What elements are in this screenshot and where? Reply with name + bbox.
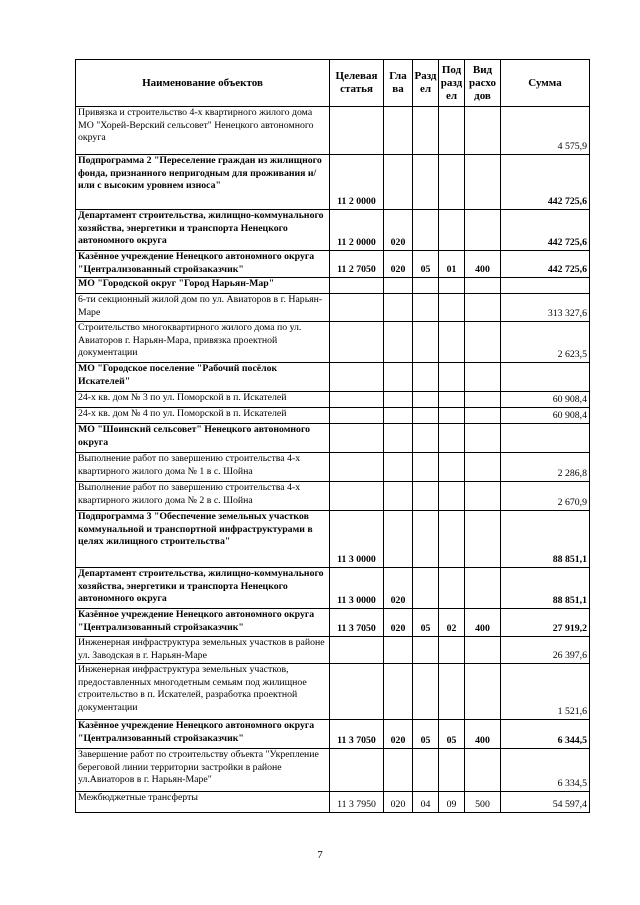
row-sum: 54 597,4 bbox=[501, 792, 590, 813]
row-name: Выполнение работ по завершению строительства 4-х квартирного жилого дома № 1 в с. Шойна bbox=[76, 453, 330, 482]
row-chapter bbox=[384, 155, 413, 210]
table-row bbox=[76, 424, 590, 453]
row-expense-type: 400 bbox=[465, 609, 501, 637]
row-chapter bbox=[384, 408, 413, 424]
row-expense-type: 500 bbox=[465, 792, 501, 813]
row-expense-type bbox=[465, 107, 501, 155]
row-subsection bbox=[439, 568, 465, 609]
row-expense-type bbox=[465, 210, 501, 251]
row-chapter: 020 bbox=[384, 568, 413, 609]
row-target-article: 11 2 0000 bbox=[330, 155, 384, 210]
row-sum: 88 851,1 bbox=[501, 511, 590, 568]
row-chapter bbox=[384, 453, 413, 482]
row-expense-type bbox=[465, 453, 501, 482]
row-target-article bbox=[330, 424, 384, 453]
row-name: Завершение работ по строительству объекта "Укрепление береговой линии территории застройки в районе ул.Авиаторов в г. Нарьян-Маре" bbox=[76, 749, 330, 792]
row-expense-type: 400 bbox=[465, 720, 501, 749]
row-sum: 4 575,9 bbox=[501, 107, 590, 155]
row-target-article bbox=[330, 392, 384, 408]
row-name: 6-ти секционный жилой дом по ул. Авиаторов в г. Нарьян-Маре bbox=[76, 294, 330, 322]
row-target-article: 11 3 7050 bbox=[330, 720, 384, 749]
row-section bbox=[413, 453, 439, 482]
row-chapter: 020 bbox=[384, 792, 413, 813]
budget-table bbox=[75, 59, 590, 813]
header-section: Разд ел bbox=[413, 60, 439, 107]
row-target-article bbox=[330, 453, 384, 482]
row-sum: 442 725,6 bbox=[501, 251, 590, 278]
table-row bbox=[76, 453, 590, 482]
header-name: Наименование объектов bbox=[76, 60, 330, 107]
table-row bbox=[76, 408, 590, 424]
row-target-article: 11 3 0000 bbox=[330, 511, 384, 568]
row-section bbox=[413, 749, 439, 792]
row-expense-type bbox=[465, 294, 501, 322]
row-expense-type bbox=[465, 392, 501, 408]
row-section bbox=[413, 408, 439, 424]
table-row bbox=[76, 251, 590, 278]
table-row bbox=[76, 107, 590, 155]
row-chapter bbox=[384, 322, 413, 363]
row-name: Казённое учреждение Ненецкого автономного округа "Централизованный стройзаказчик" bbox=[76, 251, 330, 278]
row-sum: 2 623,5 bbox=[501, 322, 590, 363]
header-expense-type: Вид расхо дов bbox=[465, 60, 501, 107]
row-section bbox=[413, 322, 439, 363]
table-header-row bbox=[76, 60, 590, 107]
row-name: Межбюджетные трансферты bbox=[76, 792, 330, 813]
row-subsection bbox=[439, 363, 465, 392]
table-row bbox=[76, 482, 590, 511]
row-section bbox=[413, 482, 439, 511]
row-subsection bbox=[439, 637, 465, 664]
row-name: Казённое учреждение Ненецкого автономного округа "Централизованный стройзаказчик" bbox=[76, 609, 330, 637]
row-name: Инженерная инфраструктура земельных участков, предоставленных многодетным семьям под жилищное строительство в п. Искателей, разработка проектной документации bbox=[76, 664, 330, 720]
row-subsection: 05 bbox=[439, 720, 465, 749]
header-chapter: Гла ва bbox=[384, 60, 413, 107]
row-subsection: 01 bbox=[439, 251, 465, 278]
row-chapter: 020 bbox=[384, 210, 413, 251]
table-row bbox=[76, 155, 590, 210]
row-sum bbox=[501, 278, 590, 294]
row-section bbox=[413, 107, 439, 155]
row-section bbox=[413, 363, 439, 392]
row-name: Департамент строительства, жилищно-коммунального хозяйства, энергетики и транспорта Ненецкого автономного округа bbox=[76, 568, 330, 609]
row-section: 05 bbox=[413, 720, 439, 749]
row-section bbox=[413, 155, 439, 210]
table-row bbox=[76, 637, 590, 664]
row-subsection bbox=[439, 749, 465, 792]
row-sum: 2 286,8 bbox=[501, 453, 590, 482]
row-target-article bbox=[330, 749, 384, 792]
row-section: 05 bbox=[413, 609, 439, 637]
row-subsection bbox=[439, 453, 465, 482]
row-sum: 88 851,1 bbox=[501, 568, 590, 609]
row-name: Привязка и строительство 4-х квартирного жилого дома МО "Хорей-Верский сельсовет" Ненецкого автономного округа bbox=[76, 107, 330, 155]
row-expense-type bbox=[465, 278, 501, 294]
row-name: МО "Городское поселение "Рабочий посёлок Искателей" bbox=[76, 363, 330, 392]
page-number: 7 bbox=[317, 849, 323, 861]
row-name: Подпрограмма 2 "Переселение граждан из жилищного фонда, признанного непригодным для проживания и/или с высоким уровнем износа" bbox=[76, 155, 330, 210]
row-expense-type bbox=[465, 482, 501, 511]
row-section bbox=[413, 664, 439, 720]
row-chapter bbox=[384, 278, 413, 294]
header-subsection: Под разд ел bbox=[439, 60, 465, 107]
row-target-article bbox=[330, 482, 384, 511]
row-name: Выполнение работ по завершению строительства 4-х квартирного жилого дома № 2 в с. Шойна bbox=[76, 482, 330, 511]
row-name: МО "Городской округ "Город Нарьян-Мар" bbox=[76, 278, 330, 294]
row-expense-type: 400 bbox=[465, 251, 501, 278]
row-target-article: 11 3 0000 bbox=[330, 568, 384, 609]
row-subsection bbox=[439, 210, 465, 251]
row-sum: 60 908,4 bbox=[501, 392, 590, 408]
row-subsection bbox=[439, 408, 465, 424]
row-sum: 442 725,6 bbox=[501, 155, 590, 210]
table-row bbox=[76, 392, 590, 408]
row-target-article: 11 3 7950 bbox=[330, 792, 384, 813]
row-chapter bbox=[384, 749, 413, 792]
row-sum: 27 919,2 bbox=[501, 609, 590, 637]
row-name: Подпрограмма 3 "Обеспечение земельных участков коммунальной и транспортной инфраструктурами в целях жилищного строительства" bbox=[76, 511, 330, 568]
table-row bbox=[76, 511, 590, 568]
row-expense-type bbox=[465, 322, 501, 363]
row-target-article: 11 3 7050 bbox=[330, 609, 384, 637]
row-subsection bbox=[439, 482, 465, 511]
row-sum: 6 334,5 bbox=[501, 749, 590, 792]
row-subsection bbox=[439, 424, 465, 453]
row-section: 05 bbox=[413, 251, 439, 278]
row-expense-type bbox=[465, 664, 501, 720]
row-section bbox=[413, 392, 439, 408]
row-section bbox=[413, 637, 439, 664]
row-target-article bbox=[330, 322, 384, 363]
row-target-article: 11 2 0000 bbox=[330, 210, 384, 251]
row-chapter: 020 bbox=[384, 609, 413, 637]
row-sum bbox=[501, 363, 590, 392]
row-sum: 60 908,4 bbox=[501, 408, 590, 424]
row-expense-type bbox=[465, 637, 501, 664]
row-subsection bbox=[439, 392, 465, 408]
row-subsection bbox=[439, 511, 465, 568]
row-section bbox=[413, 210, 439, 251]
row-subsection bbox=[439, 322, 465, 363]
row-expense-type bbox=[465, 424, 501, 453]
row-name: Строительство многоквартирного жилого дома по ул. Авиаторов г. Нарьян-Мара, привязка проектной документации bbox=[76, 322, 330, 363]
row-chapter: 020 bbox=[384, 251, 413, 278]
row-expense-type bbox=[465, 749, 501, 792]
row-sum: 2 670,9 bbox=[501, 482, 590, 511]
table-row bbox=[76, 568, 590, 609]
table-row bbox=[76, 664, 590, 720]
header-sum: Сумма bbox=[501, 60, 590, 107]
row-section bbox=[413, 278, 439, 294]
row-chapter bbox=[384, 511, 413, 568]
row-subsection: 02 bbox=[439, 609, 465, 637]
row-sum bbox=[501, 424, 590, 453]
row-chapter bbox=[384, 637, 413, 664]
row-name: 24-х кв. дом № 4 по ул. Поморской в п. Искателей bbox=[76, 408, 330, 424]
row-subsection bbox=[439, 278, 465, 294]
table-row bbox=[76, 294, 590, 322]
row-sum: 26 397,6 bbox=[501, 637, 590, 664]
row-target-article bbox=[330, 278, 384, 294]
table-row bbox=[76, 749, 590, 792]
row-target-article bbox=[330, 637, 384, 664]
row-section bbox=[413, 568, 439, 609]
row-expense-type bbox=[465, 568, 501, 609]
table-row bbox=[76, 278, 590, 294]
row-chapter bbox=[384, 482, 413, 511]
row-section bbox=[413, 424, 439, 453]
table-row bbox=[76, 609, 590, 637]
table-row bbox=[76, 720, 590, 749]
row-sum: 6 344,5 bbox=[501, 720, 590, 749]
row-chapter bbox=[384, 424, 413, 453]
row-section: 04 bbox=[413, 792, 439, 813]
table-row bbox=[76, 792, 590, 813]
row-name: МО "Шоинский сельсовет" Ненецкого автономного округа bbox=[76, 424, 330, 453]
row-section bbox=[413, 294, 439, 322]
row-name: Казённое учреждение Ненецкого автономного округа "Централизованный стройзаказчик" bbox=[76, 720, 330, 749]
row-subsection bbox=[439, 664, 465, 720]
row-chapter bbox=[384, 107, 413, 155]
row-target-article bbox=[330, 107, 384, 155]
row-chapter: 020 bbox=[384, 720, 413, 749]
row-target-article: 11 2 7050 bbox=[330, 251, 384, 278]
table-row bbox=[76, 322, 590, 363]
row-subsection bbox=[439, 155, 465, 210]
row-sum: 442 725,6 bbox=[501, 210, 590, 251]
row-section bbox=[413, 511, 439, 568]
row-expense-type bbox=[465, 408, 501, 424]
row-subsection bbox=[439, 294, 465, 322]
row-name: Департамент строительства, жилищно-коммунального хозяйства, энергетики и транспорта Ненецкого автономного округа bbox=[76, 210, 330, 251]
row-chapter bbox=[384, 392, 413, 408]
row-subsection bbox=[439, 107, 465, 155]
row-target-article bbox=[330, 363, 384, 392]
header-article: Целевая статья bbox=[330, 60, 384, 107]
table-row bbox=[76, 363, 590, 392]
row-chapter bbox=[384, 363, 413, 392]
row-sum: 313 327,6 bbox=[501, 294, 590, 322]
row-target-article bbox=[330, 664, 384, 720]
row-expense-type bbox=[465, 363, 501, 392]
row-sum: 1 521,6 bbox=[501, 664, 590, 720]
row-target-article bbox=[330, 408, 384, 424]
row-target-article bbox=[330, 294, 384, 322]
row-expense-type bbox=[465, 511, 501, 568]
row-name: Инженерная инфраструктура земельных участков в районе ул. Заводская в г. Нарьян-Маре bbox=[76, 637, 330, 664]
row-name: 24-х кв. дом № 3 по ул. Поморской в п. Искателей bbox=[76, 392, 330, 408]
row-chapter bbox=[384, 294, 413, 322]
row-subsection: 09 bbox=[439, 792, 465, 813]
table-row bbox=[76, 210, 590, 251]
row-chapter bbox=[384, 664, 413, 720]
row-expense-type bbox=[465, 155, 501, 210]
